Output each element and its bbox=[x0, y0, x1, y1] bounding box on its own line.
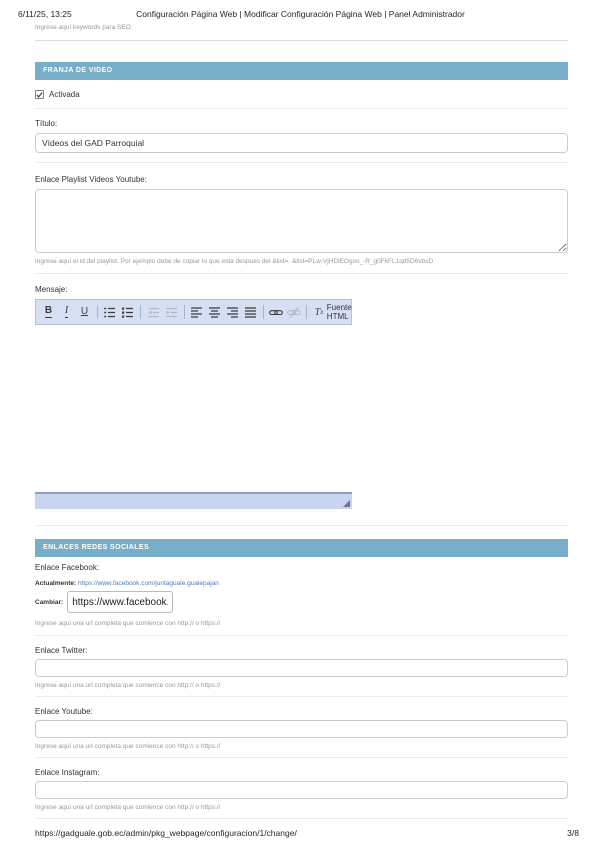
outdent-icon bbox=[147, 306, 160, 319]
unlink-icon bbox=[287, 306, 301, 319]
instagram-row bbox=[35, 758, 568, 819]
activada-row bbox=[35, 80, 568, 109]
section-header-redes-sociales: ENLACES REDES SOCIALES bbox=[35, 539, 568, 557]
link-button[interactable] bbox=[267, 303, 284, 321]
underline-button[interactable] bbox=[76, 303, 93, 321]
align-left-icon bbox=[190, 306, 203, 319]
section-header-franja-video: FRANJA DE VIDEO bbox=[35, 62, 568, 80]
facebook-current-line bbox=[35, 580, 568, 587]
twitter-label: Enlace Twitter: bbox=[35, 646, 88, 655]
youtube-input[interactable] bbox=[35, 720, 568, 738]
print-footer-url: https://gadguale.gob.ec/admin/pkg_webpage/configuracion/1/change/ bbox=[35, 828, 297, 838]
seo-keywords-help: Ingrese aquí keywords para SEO bbox=[35, 24, 131, 31]
divider bbox=[35, 40, 568, 41]
remove-format-sub: x bbox=[320, 308, 324, 316]
print-header-title: Configuración Página Web | Modificar Configuración Página Web | Panel Administrador bbox=[136, 9, 465, 19]
form-content bbox=[35, 24, 568, 819]
playlist-help: Ingrese aquí el id del playlist. Por ejemplo debe de copiar lo que esta despues del &list=. &list=PLw-VjHDlEOgso_-R_g0FkFL1qd5D6vbxD bbox=[35, 258, 434, 265]
facebook-help: Ingrese aquí una url completa que comience con http:// o https:// bbox=[35, 620, 221, 627]
titulo-label: Título: bbox=[35, 119, 58, 128]
check-icon bbox=[36, 91, 43, 99]
html-source-button[interactable] bbox=[326, 303, 352, 321]
twitter-help: Ingrese aquí una url completa que comience con http:// o https:// bbox=[35, 682, 221, 689]
numbered-list-icon bbox=[103, 306, 116, 319]
align-right-icon bbox=[226, 306, 239, 319]
playlist-row bbox=[35, 163, 568, 274]
facebook-current-link[interactable]: https://www.facebook.com/juntaguale.gualepajan bbox=[78, 580, 219, 587]
numbered-list-button[interactable] bbox=[101, 303, 118, 321]
actualmente-label: Actualmente: bbox=[35, 580, 77, 587]
playlist-label: Enlace Playlist Videos Youtube: bbox=[35, 175, 147, 184]
rich-text-editing-area[interactable] bbox=[35, 325, 352, 492]
instagram-input[interactable] bbox=[35, 781, 568, 799]
titulo-input[interactable] bbox=[35, 133, 568, 153]
facebook-change-input[interactable] bbox=[67, 591, 173, 613]
resize-handle-icon[interactable] bbox=[343, 500, 350, 507]
unlink-button[interactable] bbox=[285, 303, 302, 321]
align-center-button[interactable] bbox=[206, 303, 223, 321]
indent-icon bbox=[165, 306, 178, 319]
bulleted-list-icon bbox=[121, 306, 134, 319]
playlist-textarea[interactable] bbox=[35, 189, 568, 253]
underline-icon: U bbox=[80, 305, 89, 317]
align-right-button[interactable] bbox=[224, 303, 241, 321]
titulo-row bbox=[35, 109, 568, 163]
italic-icon: I bbox=[64, 305, 69, 317]
indent-button[interactable] bbox=[163, 303, 180, 321]
remove-format-button[interactable] bbox=[310, 303, 327, 321]
html-source-label: Fuente HTML bbox=[326, 303, 352, 321]
editor-bottom-bar bbox=[35, 492, 352, 509]
align-center-icon bbox=[208, 306, 221, 319]
facebook-change-line bbox=[35, 591, 568, 613]
bold-icon: B bbox=[44, 305, 53, 317]
outdent-button[interactable] bbox=[145, 303, 162, 321]
print-footer-page-number: 3/8 bbox=[567, 828, 579, 838]
instagram-label: Enlace Instagram: bbox=[35, 768, 100, 777]
bold-button[interactable] bbox=[40, 303, 57, 321]
facebook-row bbox=[35, 557, 568, 636]
youtube-label: Enlace Youtube: bbox=[35, 707, 93, 716]
align-left-button[interactable] bbox=[188, 303, 205, 321]
cambiar-label: Cambiar: bbox=[35, 598, 64, 606]
activada-label: Activada bbox=[49, 90, 80, 99]
twitter-row bbox=[35, 636, 568, 697]
activada-checkbox[interactable] bbox=[35, 90, 44, 99]
remove-format-icon: T bbox=[314, 306, 321, 318]
justify-button[interactable] bbox=[242, 303, 259, 321]
rich-text-toolbar bbox=[35, 299, 352, 325]
youtube-help: Ingrese aquí una url completa que comience con http:// o https:// bbox=[35, 743, 221, 750]
link-icon bbox=[269, 306, 283, 319]
instagram-help: Ingrese aquí una url completa que comience con http:// o https:// bbox=[35, 804, 221, 811]
italic-button[interactable] bbox=[58, 303, 75, 321]
mensaje-row bbox=[35, 274, 568, 526]
mensaje-label: Mensaje: bbox=[35, 285, 68, 294]
youtube-row bbox=[35, 697, 568, 758]
twitter-input[interactable] bbox=[35, 659, 568, 677]
justify-icon bbox=[244, 306, 257, 319]
facebook-label: Enlace Facebook: bbox=[35, 563, 100, 572]
print-header-datetime: 6/11/25, 13:25 bbox=[18, 9, 72, 19]
bulleted-list-button[interactable] bbox=[119, 303, 136, 321]
